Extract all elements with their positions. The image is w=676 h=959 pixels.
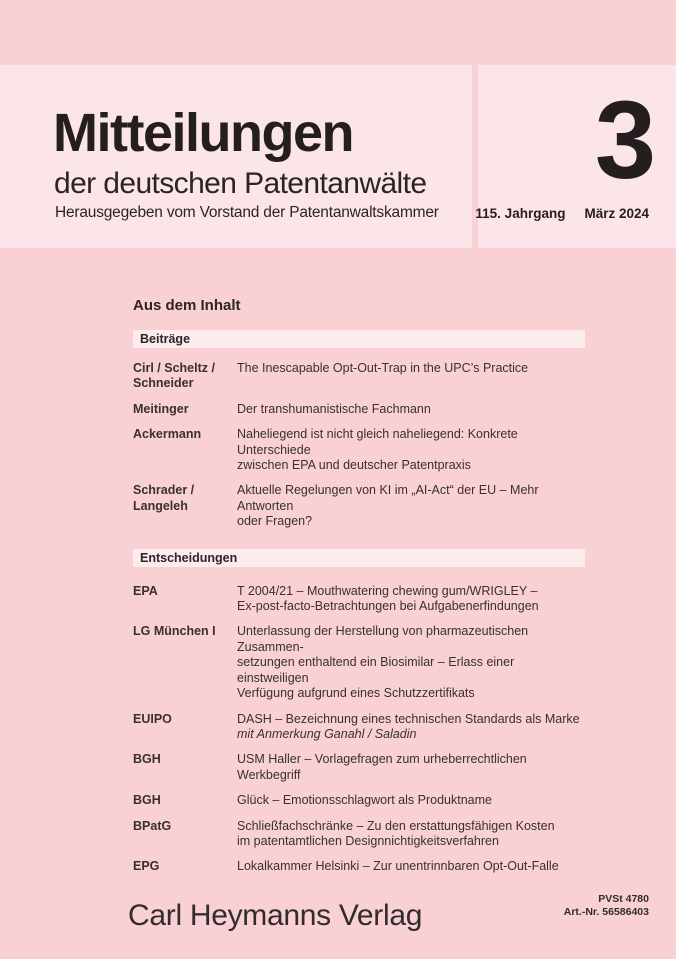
entry-court: EPA [133, 583, 158, 598]
issue-number: 3 [594, 79, 654, 202]
entry-title: Aktuelle Regelungen von KI im „AI-Act“ der EU – Mehr Antworten oder Fragen? [237, 483, 539, 529]
toc-entry [133, 712, 585, 743]
publisher-name: Carl Heymanns Verlag [128, 899, 423, 932]
entry-authors: Ackermann [133, 427, 202, 442]
entry-court: EUIPO [133, 711, 172, 726]
toc-entry [133, 427, 585, 473]
publisher-line: Herausgegeben vom Vorstand der Patentanwaltskammer [55, 204, 439, 221]
entry-title: The Inescapable Opt-Out-Trap in the UPC’s Practice [237, 361, 529, 375]
entry-text [237, 427, 585, 473]
section-beitraege [133, 330, 585, 530]
entry-title: Lokalkammer Helsinki – Zur unentrinnbaren Opt-Out-Falle [237, 859, 559, 874]
entry-court: EPG [133, 859, 160, 874]
entry-list [133, 361, 585, 530]
entry-court: BGH [133, 752, 161, 767]
section-band-beitraege: Beiträge [133, 330, 585, 348]
entry-annotation-note: mit Anmerkung Ganahl / Saladin [237, 726, 417, 741]
entry-authors: Schrader / Langeleh [133, 483, 195, 513]
postal-code: PVSt 4780 [598, 893, 649, 905]
entry-text [237, 712, 585, 743]
issue-date: März 2024 [584, 206, 649, 221]
volume-label: 115. Jahrgang [475, 206, 566, 221]
table-of-contents [133, 296, 585, 885]
section-band-entscheidungen: Entscheidungen [133, 549, 585, 567]
entry-title: T 2004/21 – Mouthwatering chewing gum/WRIGLEY – Ex-post-facto-Betrachtungen bei Aufgabenerfindungen [237, 583, 539, 614]
entry-list [133, 584, 585, 875]
entry-text [237, 361, 585, 392]
entry-title: USM Haller – Vorlagefragen zum urheberrechtlichen Werkbegriff [237, 752, 527, 782]
entry-title: Der transhumanistische Fachmann [237, 401, 431, 416]
entry-text [237, 402, 585, 417]
entry-title: Naheliegend ist nicht gleich naheliegend: Konkrete Unterschiede zwischen EPA und deutscher Patentpraxis [237, 427, 518, 473]
entry-text [237, 584, 585, 615]
journal-title: Mitteilungen [53, 103, 353, 163]
entry-title: Unterlassung der Herstellung von pharmazeutischen Zusammen- setzungen enthaltend ein Biosimilar – Erlass einer einstweiligen Verfügung aufgrund eines Schutzzertifikats [237, 624, 529, 701]
issue-meta [475, 206, 649, 221]
toc-entry [133, 624, 585, 701]
toc-entry [133, 483, 585, 529]
toc-entry [133, 402, 585, 417]
contents-heading: Aus dem Inhalt [133, 297, 241, 314]
toc-entry [133, 859, 585, 874]
journal-subtitle: der deutschen Patentanwälte [54, 167, 427, 200]
entry-text [237, 859, 585, 874]
entry-court: LG München I [133, 624, 216, 639]
article-number: Art.-Nr. 56586403 [563, 906, 649, 918]
entry-text [237, 793, 585, 808]
toc-entry [133, 793, 585, 808]
toc-entry [133, 584, 585, 615]
section-entscheidungen [133, 549, 585, 875]
entry-text [237, 624, 585, 701]
toc-entry [133, 361, 585, 392]
entry-authors: Meitinger [133, 401, 189, 416]
entry-title: Glück – Emotionsschlagwort als Produktname [237, 793, 492, 808]
footer-codes [564, 893, 649, 919]
entry-title: DASH – Bezeichnung eines technischen Standards als Marke [237, 711, 580, 726]
entry-text [237, 483, 585, 529]
entry-title: Schließfachschränke – Zu den erstattungsfähigen Kosten im patentamtlichen Designnichtigkeitsverfahren [237, 818, 555, 848]
entry-court: BGH [133, 793, 161, 808]
entry-text [237, 819, 585, 850]
entry-text [237, 752, 585, 783]
toc-entry [133, 819, 585, 850]
toc-entry [133, 752, 585, 783]
entry-court: BPatG [133, 818, 172, 833]
entry-authors: Cirl / Scheltz / Schneider [133, 361, 215, 391]
